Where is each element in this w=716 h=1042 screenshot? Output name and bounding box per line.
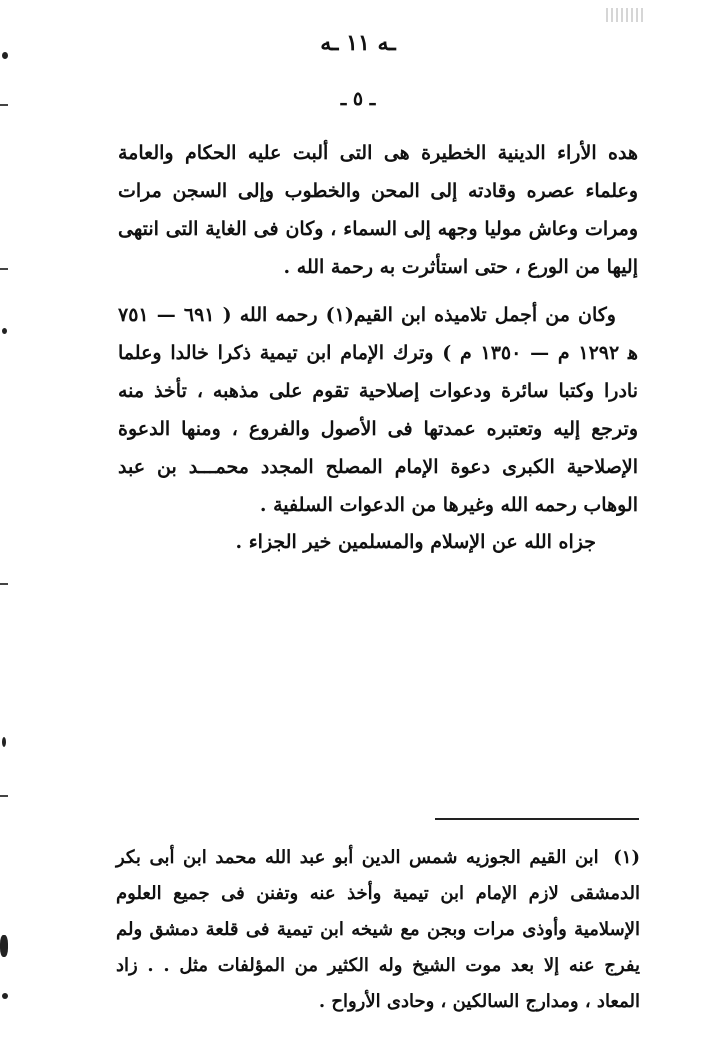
edge-mark (0, 583, 8, 585)
margin-speck (2, 993, 8, 999)
body-paragraph-1: هده الأراء الدينية الخطيرة هى التى ألبت عليه الحكام والعامة وعلماء عصره وقادته إلى المحن والخطوب وإلى السجن مرات ومرات وعاش موليا وجهه إلى السماء ، وكان فى الغاية التى انتهى إليها من الورع ، حتى استأثرت به رحمة الله . (118, 142, 638, 278)
margin-speck (2, 328, 7, 334)
corner-smudge (606, 8, 646, 22)
page-number: ـ ٥ ـ (340, 88, 376, 110)
body-paragraph-3: جزاه الله عن الإسلام والمسلمين خير الجزاء . (235, 531, 596, 553)
body-paragraph-2: وكان من أجمل تلاميذه ابن القيم(١) رحمه الله ( ٦٩١ — ٧٥١ ﻫ ١٢٩٢ م — ١٣٥٠ م ) وترك الإمام ابن تيمية ذكرا خالدا وعلما نادرا وكتبا سائرة ودعوات إصلاحية تقوم على مذهبه ، تأخذ منه وترجع إليه وتعتبره عمدتها فى الأصول والفروع ، ومنها الدعوة الإصلاحية الكبرى دعوة الإمام المصلح المجدد محمـــد بن عبد الوهاب رحمه الله وغيرها من الدعوات السلفية . (118, 304, 638, 516)
margin-speck (2, 737, 6, 747)
footnote-marker: (١) (613, 847, 640, 868)
edge-mark (0, 268, 8, 270)
running-head: ـه ١١ ـه (320, 30, 396, 56)
edge-mark (0, 104, 8, 106)
edge-mark (0, 795, 8, 797)
margin-speck (0, 935, 8, 957)
margin-speck (2, 52, 8, 59)
footnote (116, 840, 640, 1020)
footnote-text: ابن القيم الجوزيه شمس الدين أبو عبد الله محمد ابن أبى بكر الدمشقى لازم الإمام ابن تيمية وأخذ عنه وتفنن فى جميع العلوم الإسلامية وأوذى مرات وبجن مع شيخه ابن تيمية فى قلعة دمشق ولم يفرج عنه إلا بعد موت الشيخ وله الكثير من المؤلفات مثل . . زاد المعاد ، ومدارج السالكين ، وحادى الأرواح . (116, 847, 640, 1012)
footnote-separator (435, 818, 639, 820)
